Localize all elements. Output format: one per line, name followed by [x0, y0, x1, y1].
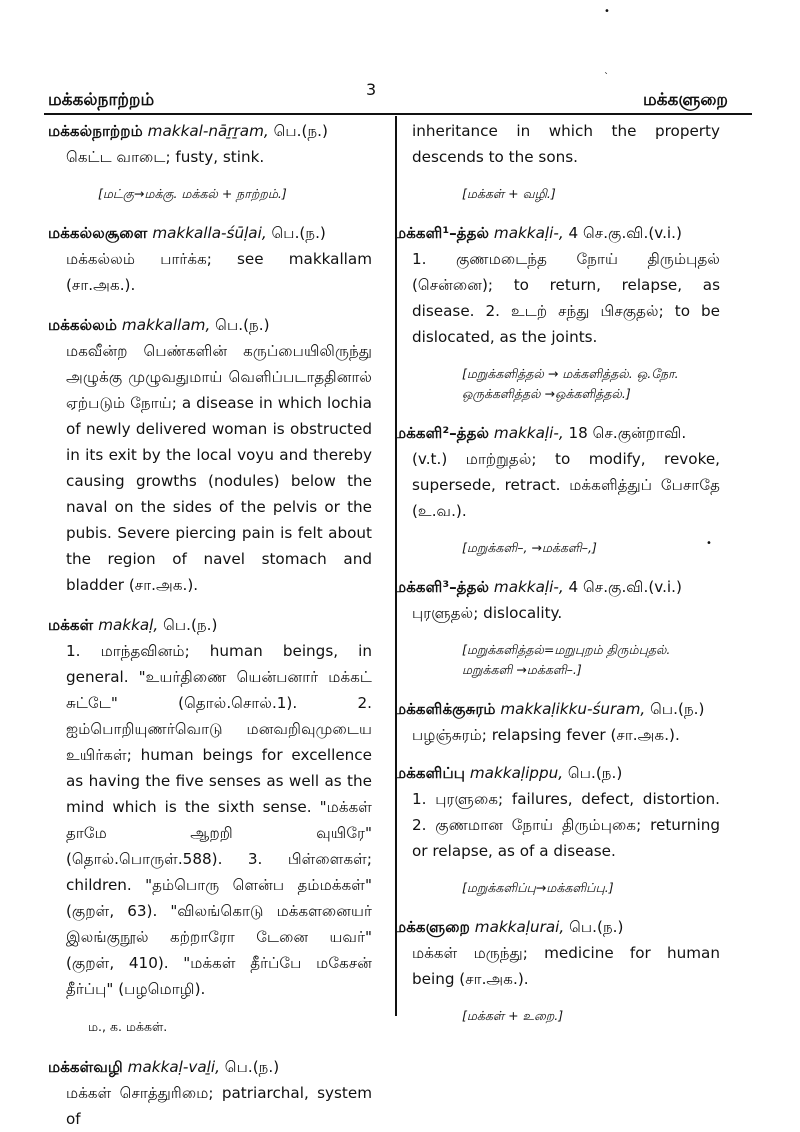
entry-pos: பெ.(ந.): [224, 1058, 280, 1076]
entry-definition: 1. குணமடைந்த நோய் திரும்புதல் (சென்னை); to return, relapse, as disease. 2. உடற் சந்து பிசகுதல்; to be dislocated, as the joints.: [412, 250, 720, 346]
entry-definition: மக்கள் மருந்து; medicine for human being (சா.அக.).: [412, 944, 720, 988]
entry-transliteration: makkal-nāṟṟam,: [147, 122, 269, 140]
entry-definition: பழஞ்சுரம்; relapsing fever (சா.அக.).: [412, 726, 680, 744]
entry-etymology: [மறுக்களி–, →மக்களி–,]: [462, 540, 597, 555]
entry-pos: பெ.(ந.): [650, 700, 705, 718]
entry-etymology: [மறுக்களித்தல் → மக்களித்தல். ஒ.நோ. ஒருக்களித்தல் →ஒக்களித்தல்.]: [462, 366, 679, 401]
entry-transliteration: makkaḷi-,: [493, 224, 564, 242]
entry-headword: மக்களிக்குசுரம்: [394, 700, 496, 718]
entry-headword: மக்களி³–த்தல்: [394, 578, 490, 596]
page-number: 3: [366, 80, 377, 99]
entry-etymology: [மட்கு→மக்கு. மக்கல் + நாற்றம்.]: [98, 186, 287, 201]
entry-transliteration: makkalla-śūḷai,: [152, 224, 267, 242]
entry: [48, 312, 372, 598]
entry-headword: மக்கல்நாற்றம்: [48, 122, 143, 140]
entry-transliteration: makkaḷikku-śuram,: [500, 700, 646, 718]
left-column: [48, 118, 372, 1132]
entry-transliteration: makkaḷippu,: [469, 764, 564, 782]
entry-transliteration: makkaḷurai,: [474, 918, 565, 936]
entry: [48, 1054, 372, 1132]
entry: [48, 612, 372, 1002]
entry-definition: 1. புரளுகை; failures, defect, distortion. 2. குணமான நோய் திரும்புகை; returning or relapse, as of a disease.: [412, 790, 720, 860]
entry-etymology: [மறுக்களித்தல்=மறுபுறம் திரும்புதல். மறுக்களி →மக்களி–.]: [462, 642, 671, 677]
entry-headword: மக்கள்: [48, 616, 94, 634]
entry-definition: மகவீன்ற பெண்களின் கருப்பையிலிருந்து அழுக்கு முழுவதுமாய் வெளிப்படாததினால் ஏற்படும் நோய்; a disease in which lochia of newly delivered woman is obstructed in its exit by the local voyu and thereby causing growths (nodules) below the naval on the sides of the pelvis or the pubis. Severe piercing pain is felt about the region of navel stomach and bladder (சா.அக.).: [66, 342, 372, 594]
entry: [48, 118, 372, 170]
running-head-right: மக்களுறை: [642, 90, 728, 110]
dot-mark-mid: •: [706, 538, 712, 549]
entry: [394, 696, 720, 748]
entry-transliteration: makkaḷ-vaḻi,: [127, 1058, 220, 1076]
entry-definition: (v.t.) மாற்றுதல்; to modify, revoke, supersede, retract. மக்களித்துப் பேசாதே (உ.வ.).: [412, 450, 720, 520]
entry-pos: 4 செ.கு.வி.(v.i.): [568, 224, 682, 242]
entry-transliteration: makkaḷ,: [98, 616, 159, 634]
entry-pos: 4 செ.கு.வி.(v.i.): [568, 578, 682, 596]
entry: [394, 220, 720, 350]
entry: [394, 760, 720, 864]
entry-pos: பெ.(ந.): [567, 764, 623, 782]
header-rule: [44, 113, 752, 115]
entry-headword: மக்களுறை: [394, 918, 470, 936]
entry-definition: 1. மாந்தவினம்; human beings, in general. "உயர்திணை யென்பனார் மக்கட் சுட்டே" (தொல்.சொல்.1). 2. ஐம்பொறியுணர்வொடு மனவறிவுமுடைய உயிர்கள்; human beings for excellence as having the five senses as well as the mind which is the sixth sense. "மக்கள் தாமே ஆறறி வுயிரே" (தொல்.பொருள்.588). 3. பிள்ளைகள்; children. "தம்பொரு ளென்ப தம்மக்கள்" (குறள், 63). "விலங்கொடு மக்களனையர் இலங்குநூல் கற்றாரோ டேனை யவர்" (குறள், 410). "மக்கள் தீர்ப்பே மகேசன் தீர்ப்பு" (பழமொழி).: [66, 642, 372, 998]
right-column: [394, 118, 720, 1042]
entry-pos: பெ.(ந.): [271, 224, 326, 242]
entry-pos: பெ.(ந.): [273, 122, 328, 140]
entry-headword: மக்கல்லம்: [48, 316, 118, 334]
entry-transliteration: makkallam,: [121, 316, 211, 334]
entry: [394, 420, 720, 524]
entry-definition: மக்கல்லம் பார்க்க; see makkallam (சா.அக.).: [66, 250, 372, 294]
entry-transliteration: makkaḷi-,: [493, 578, 564, 596]
entry: [394, 914, 720, 992]
entry-transliteration: makkaḷi-,: [493, 424, 564, 442]
entry-pos: பெ.(ந.): [163, 616, 218, 634]
entry-etymology: [மக்கள் + வழி.]: [462, 186, 556, 201]
entry-definition: கெட்ட வாடை; fusty, stink.: [66, 148, 265, 166]
entry-headword: மக்களிப்பு: [394, 764, 466, 782]
entry-etymology: [மக்கள் + உறை.]: [462, 1008, 564, 1023]
tick-mark: `: [604, 72, 609, 83]
entry-pos: பெ.(ந.): [569, 918, 624, 936]
entry-definition: புரளுதல்; dislocality.: [412, 604, 563, 622]
entry-headword: மக்களி¹–த்தல்: [394, 224, 490, 242]
entry-headword: மக்கல்லசூளை: [48, 224, 148, 242]
running-head-left: மக்கல்நாற்றம்: [48, 90, 155, 110]
entry-headword: மக்கள்வழி: [48, 1058, 123, 1076]
entry-pos: பெ.(ந.): [215, 316, 270, 334]
dot-mark-top: •: [604, 6, 610, 17]
entry-definition: inheritance in which the property descends to the sons.: [412, 122, 720, 166]
entry: [48, 220, 372, 298]
entry-headword: மக்களி²–த்தல்: [394, 424, 490, 442]
entry-continuation: [412, 118, 720, 170]
entry-cognates: ம., க. மக்கள்.: [88, 1019, 168, 1034]
entry-definition: மக்கள் சொத்துரிமை; patriarchal, system of: [66, 1084, 372, 1128]
entry-pos: 18 செ.குன்றாவி.: [568, 424, 687, 442]
entry-etymology: [மறுக்களிப்பு→மக்களிப்பு.]: [462, 880, 614, 895]
entry: [394, 574, 720, 626]
